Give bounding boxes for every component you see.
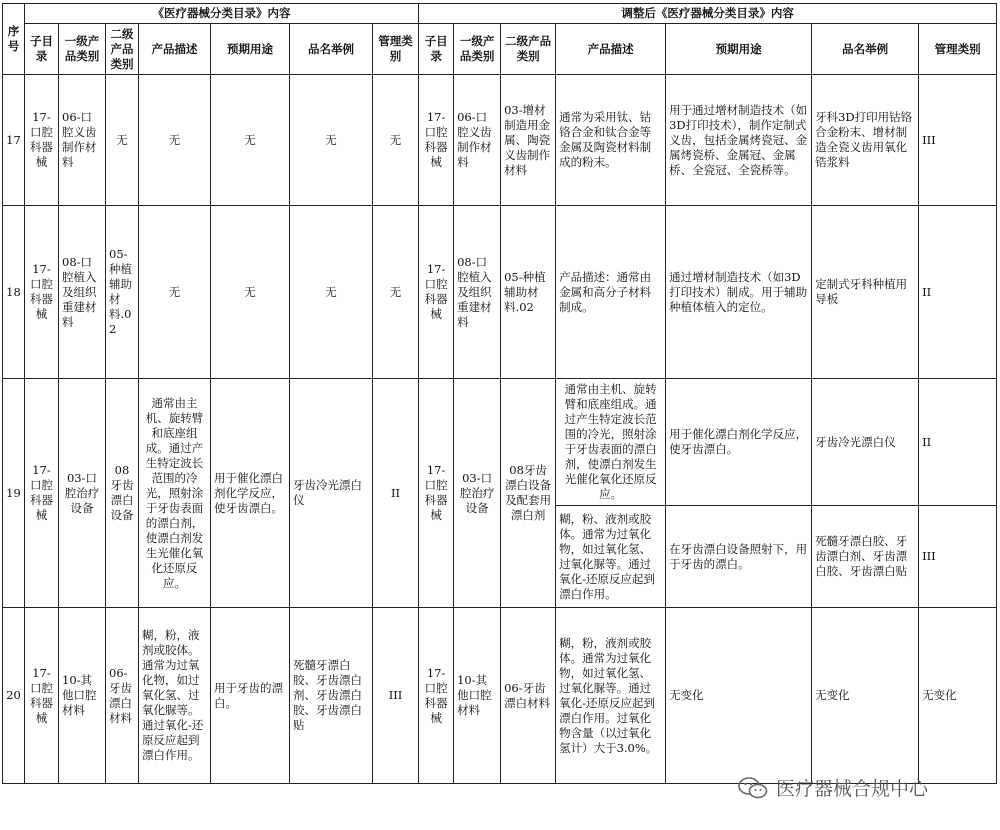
- right-header-desc: 产品描述: [556, 24, 666, 75]
- left-header-sub: 子目录: [25, 24, 59, 75]
- table-row: [3, 206, 997, 379]
- left-names: 无: [290, 206, 373, 379]
- right-names-agent: 死髓牙漂白胶、牙齿漂白剂、牙齿漂白胶、牙齿漂白贴: [812, 506, 919, 608]
- right-desc: 通常为采用钛、钴铬合金和钛合金等金属及陶瓷材料制成的粉末。: [556, 75, 666, 206]
- left-header-use: 预期用途: [211, 24, 290, 75]
- right-mgmt: II: [919, 206, 997, 379]
- left-names: 无: [290, 75, 373, 206]
- left-desc: 无: [139, 206, 211, 379]
- left-use: 无: [211, 206, 290, 379]
- right-cat1: 06-口腔义齿制作材料: [454, 75, 501, 206]
- right-header-cat1: 一级产品类别: [454, 24, 501, 75]
- right-sub: 17-口腔科器械: [419, 75, 454, 206]
- right-use: 无变化: [666, 608, 812, 784]
- left-desc: 糊，粉，液剂或胶体。通常为过氧化物，如过氧化氢、过氧化脲等。通过氧化-还原反应起到漂白作用。: [139, 608, 211, 784]
- left-header-cat2: 二级产品类别: [106, 24, 139, 75]
- right-mgmt-device: II: [919, 379, 997, 506]
- right-sub: 17-口腔科器械: [419, 608, 454, 784]
- left-sub: 17-口腔科器械: [25, 379, 59, 608]
- left-sub: 17-口腔科器械: [25, 608, 59, 784]
- left-header-cat1: 一级产品类别: [59, 24, 106, 75]
- left-cat1: 03-口腔治疗设备: [59, 379, 106, 608]
- right-names: 无变化: [812, 608, 919, 784]
- row-seq: 19: [3, 379, 25, 608]
- left-header-mgmt: 管理类别: [373, 24, 419, 75]
- left-mgmt: 无: [373, 206, 419, 379]
- right-desc: 糊，粉，液剂或胶体。通常为过氧化物，如过氧化氢、过氧化脲等。通过氧化-还原反应起到漂白作用。过氧化物含量（以过氧化氢计）大于3.0%。: [556, 608, 666, 784]
- left-cat1: 06-口腔义齿制作材料: [59, 75, 106, 206]
- right-header-cat2: 二级产品类别: [501, 24, 556, 75]
- left-cat2: 06-牙齿漂白材料: [106, 608, 139, 784]
- right-use: 通过增材制造技术（如3D打印技术）制成。用于辅助种植体植入的定位。: [666, 206, 812, 379]
- row-seq: 18: [3, 206, 25, 379]
- left-cat2: 08牙齿漂白设备: [106, 379, 139, 608]
- right-cat1: 10-其他口腔材料: [454, 608, 501, 784]
- right-desc-device: 通常由主机、旋转臂和底座组成。通过产生特定波长范围的冷光，照射涂于牙齿表面的漂白剂，使漂白剂发生光催化氧化还原反应。: [556, 379, 666, 506]
- left-cat2: 无: [106, 75, 139, 206]
- left-header-names: 品名举例: [290, 24, 373, 75]
- right-cat1: 08-口腔植入及组织重建材料: [454, 206, 501, 379]
- right-names: 定制式牙科种植用导板: [812, 206, 919, 379]
- right-cat2: 08牙齿漂白设备及配套用漂白剂: [501, 379, 556, 608]
- table-row: [3, 608, 997, 784]
- left-mgmt: 无: [373, 75, 419, 206]
- right-header-sub: 子目录: [419, 24, 454, 75]
- right-names: 牙科3D打印用钴铬合金粉末、增材制造全瓷义齿用氧化锆浆料: [812, 75, 919, 206]
- right-desc: 产品描述：通常由金属和高分子材料制成。: [556, 206, 666, 379]
- classification-table: [2, 3, 997, 784]
- left-use: 用于催化漂白剂化学反应，使牙齿漂白。: [211, 379, 290, 608]
- left-cat1: 08-口腔植入及组织重建材料: [59, 206, 106, 379]
- left-names: 死髓牙漂白胶、牙齿漂白剂、牙齿漂白胶、牙齿漂白贴: [290, 608, 373, 784]
- right-section-title: 调整后《医疗器械分类目录》内容: [419, 4, 997, 24]
- left-sub: 17-口腔科器械: [25, 75, 59, 206]
- right-cat2: 06-牙齿漂白材料: [501, 608, 556, 784]
- left-cat2: 05-种植辅助材料.02: [106, 206, 139, 379]
- row-seq: 17: [3, 75, 25, 206]
- left-cat1: 10-其他口腔材料: [59, 608, 106, 784]
- right-use: 用于通过增材制造技术（如3D打印技术），制作定制式义齿，包括金属烤瓷冠、金属烤瓷桥、金属冠、金属桥、全瓷冠、全瓷桥等。: [666, 75, 812, 206]
- right-header-mgmt: 管理类别: [919, 24, 997, 75]
- left-section-title: 《医疗器械分类目录》内容: [25, 4, 419, 24]
- table-row: [3, 75, 997, 206]
- row-seq: 20: [3, 608, 25, 784]
- right-mgmt: 无变化: [919, 608, 997, 784]
- table-row: [3, 379, 997, 506]
- right-cat1: 03-口腔治疗设备: [454, 379, 501, 608]
- right-sub: 17-口腔科器械: [419, 379, 454, 608]
- right-cat2: 05-种植辅助材料.02: [501, 206, 556, 379]
- right-mgmt-agent: III: [919, 506, 997, 608]
- left-mgmt: III: [373, 608, 419, 784]
- right-mgmt: III: [919, 75, 997, 206]
- watermark-text: 医疗器械合规中心: [776, 778, 929, 800]
- right-sub: 17-口腔科器械: [419, 206, 454, 379]
- header-seq: 序号: [3, 4, 25, 75]
- right-names-device: 牙齿冷光漂白仪: [812, 379, 919, 506]
- left-use: 无: [211, 75, 290, 206]
- left-desc: 通常由主机、旋转臂和底座组成。通过产生特定波长范围的冷光，照射涂于牙齿表面的漂白剂，使漂白剂发生光催化氧化还原反应。: [139, 379, 211, 608]
- left-sub: 17-口腔科器械: [25, 206, 59, 379]
- right-desc-agent: 糊，粉、液剂或胶体。通常为过氧化物，如过氧化氢、过氧化脲等。通过氧化-还原反应起到漂白作用。: [556, 506, 666, 608]
- right-use-agent: 在牙齿漂白设备照射下，用于牙齿的漂白。: [666, 506, 812, 608]
- wechat-icon: [738, 776, 768, 800]
- left-header-desc: 产品描述: [139, 24, 211, 75]
- left-names: 牙齿冷光漂白仪: [290, 379, 373, 608]
- right-use-device: 用于催化漂白剂化学反应，使牙齿漂白。: [666, 379, 812, 506]
- watermark: [738, 774, 928, 801]
- left-mgmt: II: [373, 379, 419, 608]
- right-cat2: 03-增材制造用金属、陶瓷义齿制作材料: [501, 75, 556, 206]
- right-header-use: 预期用途: [666, 24, 812, 75]
- right-header-names: 品名举例: [812, 24, 919, 75]
- left-desc: 无: [139, 75, 211, 206]
- left-use: 用于牙齿的漂白。: [211, 608, 290, 784]
